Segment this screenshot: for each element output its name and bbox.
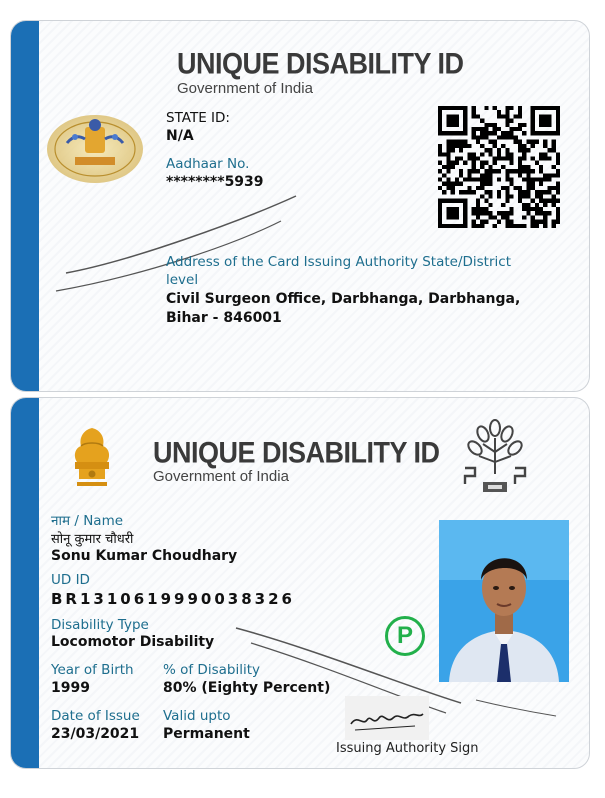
valid-upto-label: Valid upto bbox=[163, 708, 231, 724]
ashoka-emblem-icon bbox=[63, 424, 121, 494]
address-label: Address of the Card Issuing Authority State/District level bbox=[166, 254, 511, 288]
disability-type-value: Locomotor Disability bbox=[51, 634, 215, 650]
permanent-badge: P bbox=[385, 616, 425, 656]
card-side-stripe bbox=[11, 398, 39, 768]
disability-percent-label: % of Disability bbox=[163, 662, 260, 678]
name-value: Sonu Kumar Choudhary bbox=[51, 548, 238, 564]
udid-card-front bbox=[10, 20, 590, 392]
disability-percent-value: 80% (Eighty Percent) bbox=[163, 680, 331, 696]
udid-value: BR1310619990038326 bbox=[51, 590, 295, 608]
date-of-issue-label: Date of Issue bbox=[51, 708, 140, 724]
card-side-stripe bbox=[11, 21, 39, 391]
card-subtitle: Government of India bbox=[153, 468, 289, 485]
card-title: UNIQUE DISABILITY ID bbox=[153, 436, 440, 469]
issuing-authority-caption: Issuing Authority Sign bbox=[336, 741, 479, 756]
card-title: UNIQUE DISABILITY ID bbox=[177, 47, 464, 80]
qr-code-icon bbox=[438, 106, 560, 228]
bihar-emblem-icon bbox=[461, 418, 529, 500]
name-hindi: सोनू कुमार चौधरी bbox=[51, 532, 134, 547]
disability-type-label: Disability Type bbox=[51, 617, 149, 633]
state-emblem-icon bbox=[45, 113, 145, 185]
udid-card-back bbox=[10, 397, 590, 769]
issuing-authority-signature bbox=[345, 696, 429, 740]
aadhaar-label: Aadhaar No. bbox=[166, 156, 250, 172]
date-of-issue-value: 23/03/2021 bbox=[51, 726, 140, 742]
name-label: नाम / Name bbox=[51, 513, 124, 529]
address-value: Civil Surgeon Office, Darbhanga, Darbhanga, Bihar - 846001 bbox=[166, 291, 521, 326]
state-id-label: STATE ID: bbox=[166, 110, 230, 126]
holder-photo bbox=[439, 520, 569, 682]
card-subtitle: Government of India bbox=[177, 80, 313, 97]
year-of-birth-label: Year of Birth bbox=[51, 662, 134, 678]
state-id-value: N/A bbox=[166, 128, 194, 144]
aadhaar-value: ********5939 bbox=[166, 174, 264, 190]
valid-upto-value: Permanent bbox=[163, 726, 250, 742]
udid-label: UD ID bbox=[51, 572, 90, 588]
year-of-birth-value: 1999 bbox=[51, 680, 90, 696]
